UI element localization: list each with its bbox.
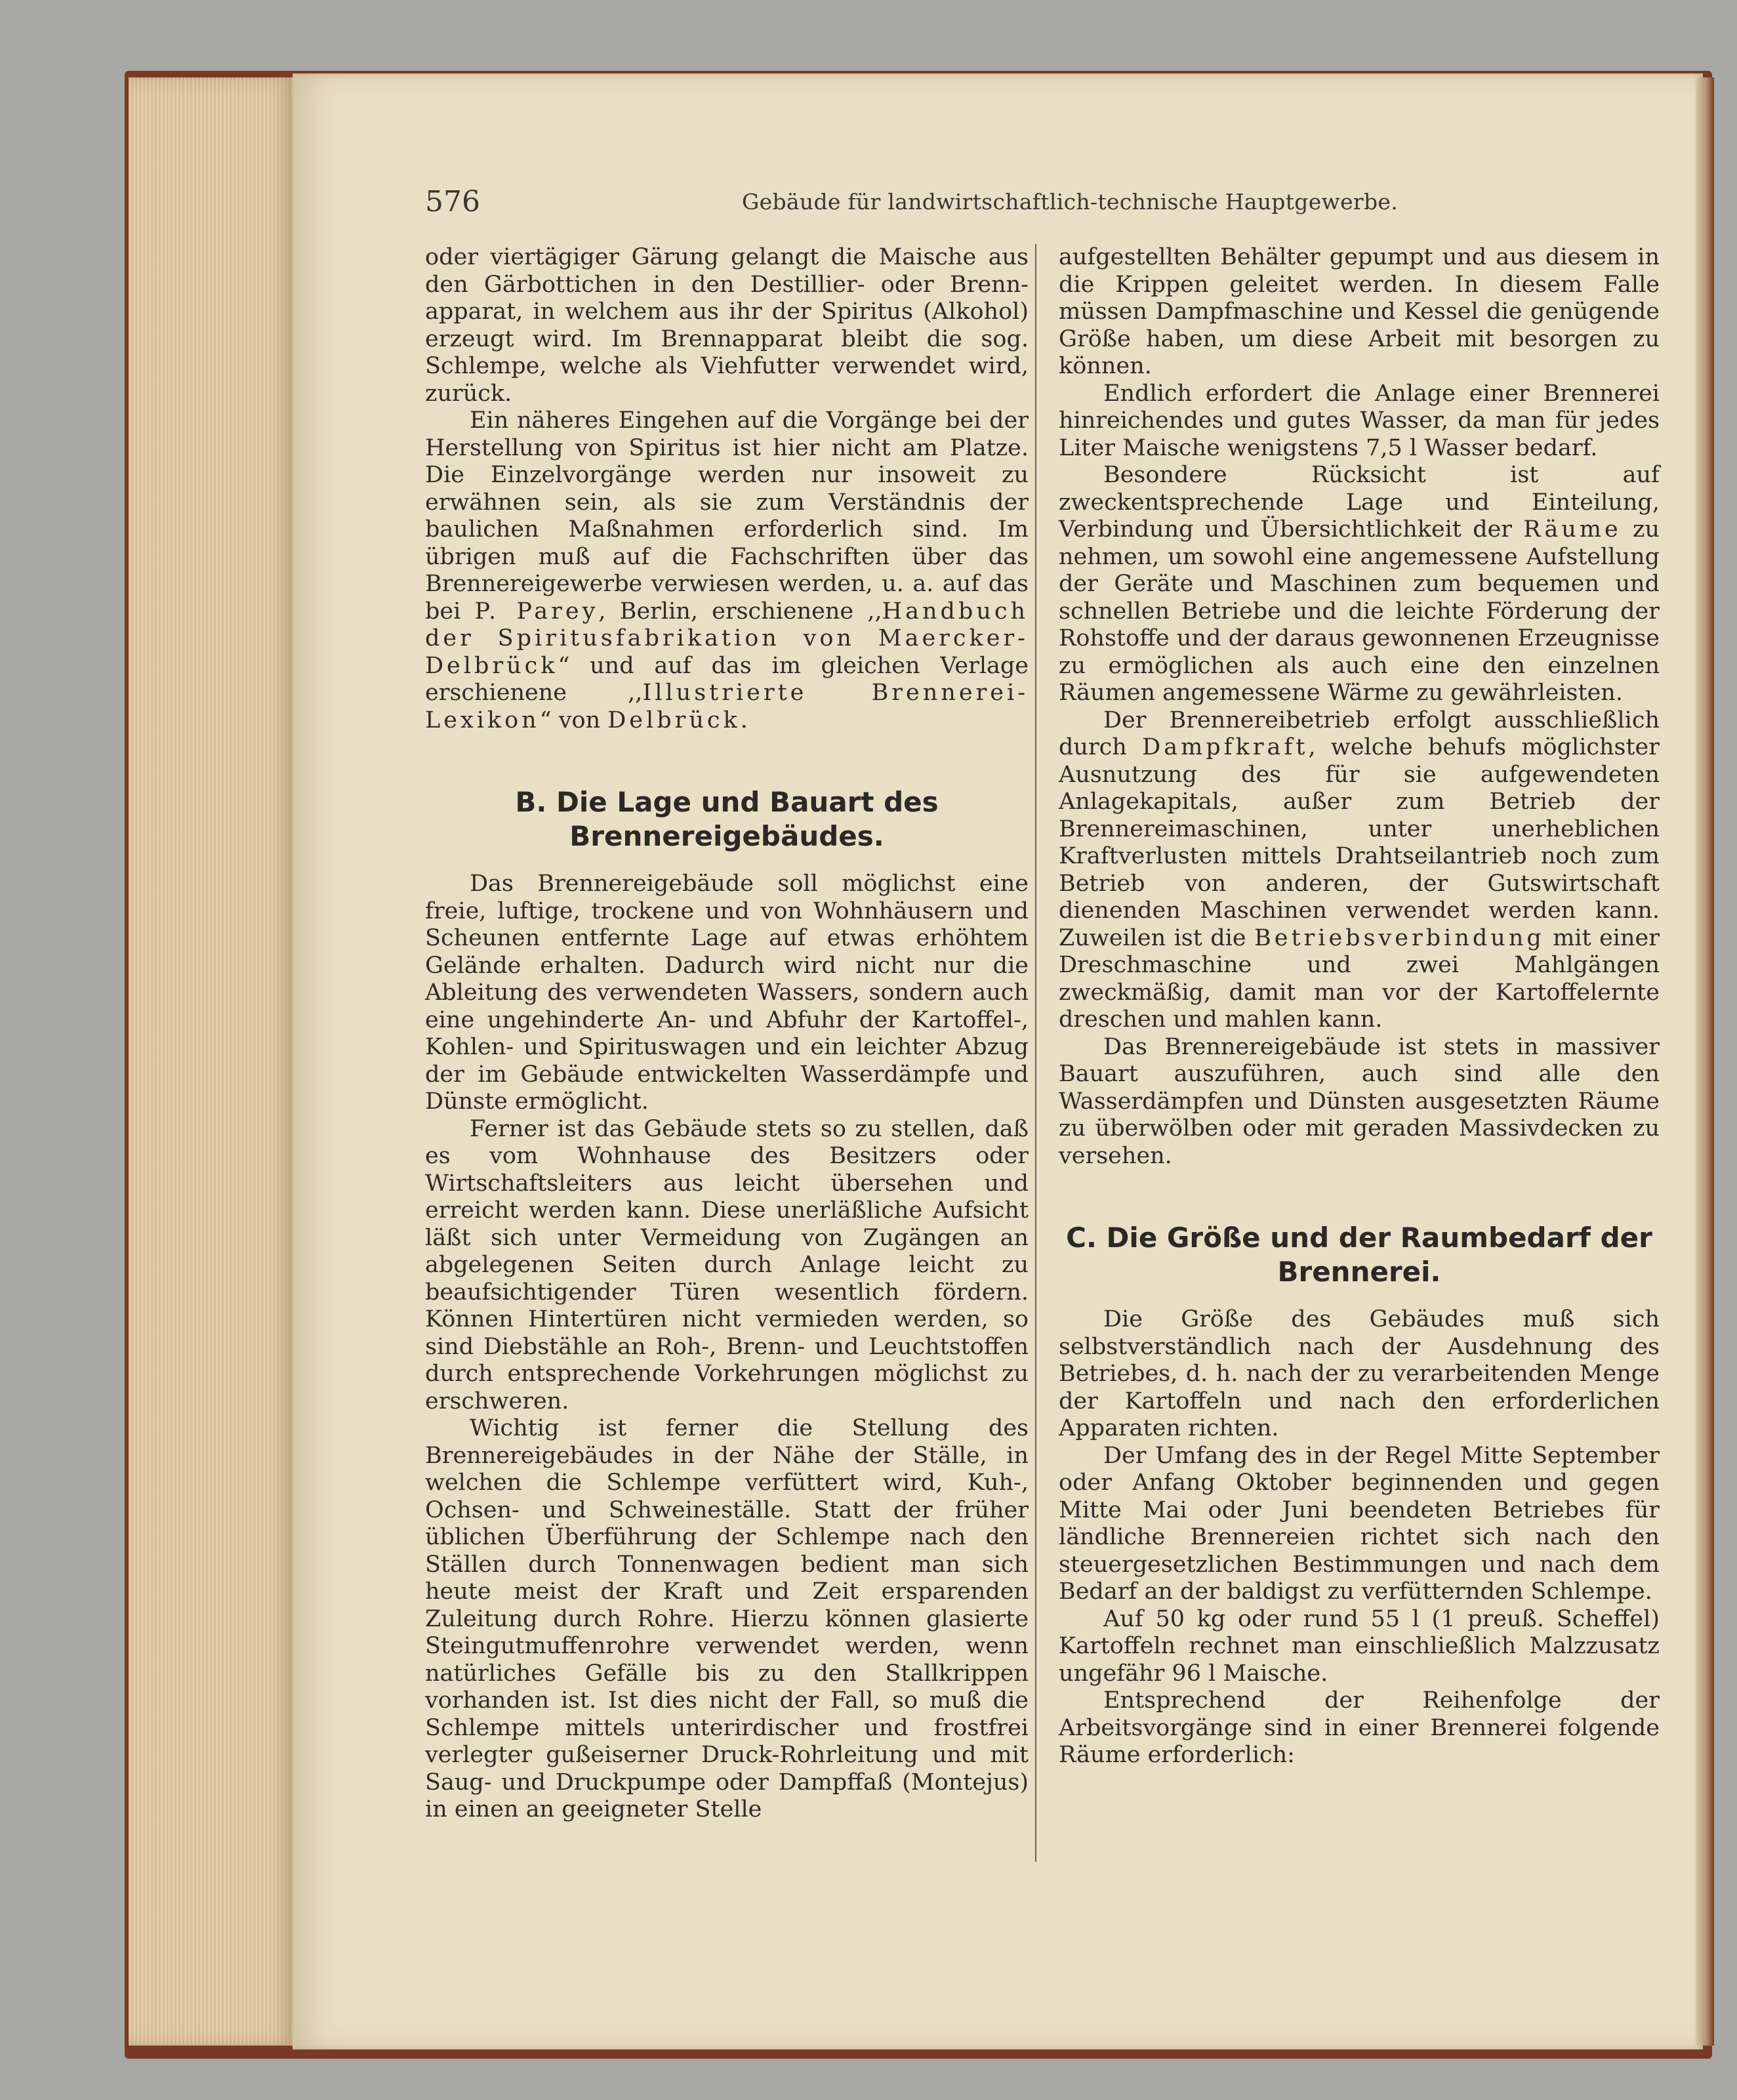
paragraph: Das Brennereigebäude soll möglichst eine freie, luftige, trockene und von Wohnhäusern und Scheunen entfernte Lage auf etwas erhöhtem Gelände erhalten. Dadurch wird nicht nur die Ableitung des verwendeten Wassers, sondern auch eine ungehinderte An- und Abfuhr der Kartoffel-, Kohlen- und Spirituswagen und ein leichter Abzug der im Gebäude entwickelten Wasserdämpfe und Dünste ermöglicht. bbox=[425, 871, 1029, 1115]
page-number: 576 bbox=[425, 185, 480, 218]
page-header bbox=[425, 182, 1660, 222]
text-run: mit einer Dreschmaschine und zwei Mahlgängen zweckmäßig, damit man vor der Kartoffelernte dreschen und mahlen kann. bbox=[1059, 924, 1660, 1033]
emphasis-text: Räume bbox=[1523, 516, 1622, 543]
paragraph: aufgestellten Behälter gepumpt und aus diesem in die Krippen geleitet werden. In diesem Falle müssen Dampfmaschine und Kessel die genügende Größe haben, um diese Arbeit mit besorgen zu können. bbox=[1059, 244, 1660, 379]
paragraph: Der Umfang des in der Regel Mitte September oder Anfang Oktober beginnenden und gegen Mitte Mai oder Juni beendeten Betriebes für ländliche Brennereien richtet sich nach den steuergesetzlichen Bestimmungen und nach dem Bedarf an der baldigst zu verfütternden Schlempe. bbox=[1059, 1442, 1660, 1605]
paragraph: Auf 50 kg oder rund 55 l (1 preuß. Scheffel) Kartoffeln rechnet man einschließlich Malzzusatz ungefähr 96 l Maische. bbox=[1059, 1605, 1660, 1687]
text-run: , welche behufs möglichster Ausnutzung des für sie aufgewendeten Anlagekapitals, außer zum Betrieb der Brennereimaschinen, unter unerheblichen Kraftverlusten mittels Drahtseilantrieb noch zum Betrieb von anderen, der Gutswirtschaft dienenden Maschinen verwendet werden kann. Zuweilen ist die bbox=[1059, 734, 1660, 951]
text-run: zu nehmen, um sowohl eine angemessene Aufstellung der Geräte und Maschinen zum bequemen und schnellen Betriebe und die leichte Förderung der Rohstoffe und der daraus gewonnenen Erzeugnisse zu ermöglichen als auch eine den einzelnen Räumen angemessene Wärme zu gewährleisten. bbox=[1059, 516, 1660, 706]
paragraph: Entsprechend der Reihenfolge der Arbeitsvorgänge sind in einer Brennerei folgende Räume erforderlich: bbox=[1059, 1687, 1660, 1768]
section-heading-b: B. Die Lage und Bauart des Brennereigebäudes. bbox=[515, 786, 939, 852]
paragraph bbox=[425, 407, 1029, 734]
paragraph: Wichtig ist ferner die Stellung des Brennereigebäudes in der Nähe der Ställe, in welchen die Schlempe verfüttert wird, Kuh-, Ochsen- und Schweineställe. Statt der früher üblichen Überführung der Schlempe nach den Ställen durch Tonnenwagen bedient man sich heute meist der Kraft und Zeit ersparenden Zuleitung durch Rohre. Hierzu können glasierte Steingutmuffenrohre verwendet werden, wenn natürliches Gefälle bis zu den Stallkrippen vorhanden ist. Ist dies nicht der Fall, so muß die Schlempe mittels unterirdischer und frostfrei verlegter gußeiserner Druck-Rohrleitung und mit Saug- und Druckpumpe oder Dampffaß (Montejus) in einen an geeigneter Stelle bbox=[425, 1415, 1029, 1822]
emphasis-text: Delbrück bbox=[607, 707, 741, 733]
text-run: Der Brennereibetrieb erfolgt ausschließlich durch bbox=[1059, 707, 1660, 760]
section-heading-c: C. Die Größe und der Raumbedarf der Brennerei. bbox=[1066, 1222, 1652, 1288]
text-run: “ und auf das im gleichen Verlage erschienene ,, bbox=[425, 652, 1029, 706]
left-column bbox=[425, 244, 1029, 1824]
paragraph bbox=[1059, 707, 1660, 1034]
paragraph: Endlich erfordert die Anlage einer Brennerei hinreichendes und gutes Wasser, da man für jedes Liter Maische wenigstens 7,5 l Wasser bedarf. bbox=[1059, 380, 1660, 461]
paragraph: Die Größe des Gebäudes muß sich selbstverständlich nach der Ausdehnung des Betriebes, d. h. nach der zu verarbeitenden Menge der Kartoffeln und nach den erforderlichen Apparaten richten. bbox=[1059, 1306, 1660, 1441]
emphasis-text: Betriebsverbindung bbox=[1254, 924, 1545, 951]
page-stack-edge bbox=[129, 77, 293, 2046]
running-title: Gebäude für landwirtschaftlich-technische Hauptgewerbe. bbox=[742, 189, 1399, 215]
emphasis-text: Illustrierte Brennerei-Lexikon bbox=[425, 680, 1029, 733]
paragraph: Das Brennereigebäude ist stets in massiver Bauart auszuführen, auch sind alle den Wasserdämpfen und Dünsten ausgesetzten Räume zu überwölben oder mit geraden Massivdecken zu versehen. bbox=[1059, 1033, 1660, 1169]
emphasis-text: Handbuch der Spiritusfabrikation von Maercker-Delbrück bbox=[425, 598, 1029, 679]
book-gutter bbox=[1696, 77, 1714, 2046]
text-run: Besondere Rücksicht ist auf zweckentsprechende Lage und Einteilung, Verbindung und Übersichtlichkeit der bbox=[1059, 462, 1660, 543]
text-run: Ein näheres Eingehen auf die Vorgänge bei der Herstellung von Spiritus ist hier nicht am Platze. Die Einzelvorgänge werden nur insoweit zu erwähnen sein, als sie zum Verständnis der baulichen Maßnahmen erforderlich sind. Im übrigen muß auf die Fachschriften über das Brennereigewerbe verwiesen werden, u. a. auf das bei bbox=[425, 407, 1029, 625]
column-divider bbox=[1035, 244, 1036, 1862]
text-run: . bbox=[740, 707, 748, 733]
paragraph: Ferner ist das Gebäude stets so zu stellen, daß es vom Wohnhause des Besitzers oder Wirtschaftsleiters aus leicht übersehen und erreicht werden kann. Diese unerläßliche Aufsicht läßt sich unter Vermeidung von Zugängen an abgelegenen Seiten durch Anlage leicht zu beaufsichtigender Türen wesentlich fördern. Können Hintertüren nicht vermieden werden, so sind Diebstähle an Roh-, Brenn- und Leuchtstoffen durch entsprechende Vorkehrungen möglichst zu erschweren. bbox=[425, 1115, 1029, 1414]
emphasis-text: Dampfkraft bbox=[1142, 734, 1309, 760]
text-run: “ von bbox=[539, 707, 608, 733]
text-run: , Berlin, erschienene ,, bbox=[598, 598, 882, 625]
paragraph bbox=[1059, 462, 1660, 707]
paragraph: oder viertägiger Gärung gelangt die Maische aus den Gärbottichen in den Destillier- oder Brenn-apparat, in welchem aus ihr der Spiritus (Alkohol) erzeugt wird. Im Brennapparat bleibt die sog. Schlempe, welche als Viehfutter verwendet wird, zurück. bbox=[425, 244, 1029, 407]
emphasis-text: P. Parey bbox=[474, 598, 599, 625]
right-column bbox=[1059, 244, 1660, 1769]
